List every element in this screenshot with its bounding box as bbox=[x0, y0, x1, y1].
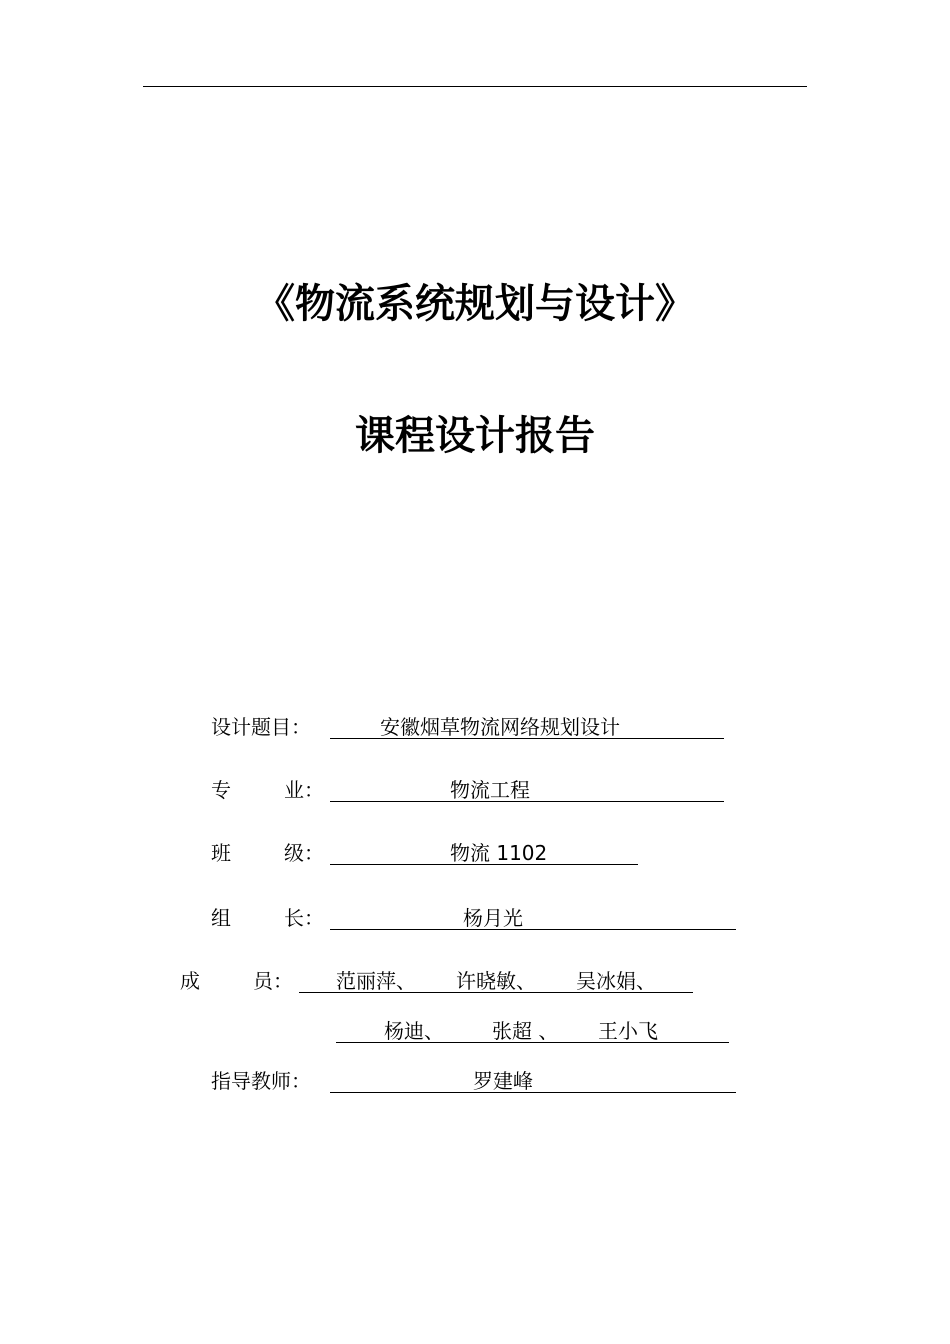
advisor-value: 罗建峰 bbox=[473, 1069, 533, 1093]
member-name: 王小飞 bbox=[598, 1019, 658, 1043]
members-label-char2: 员： bbox=[253, 969, 293, 993]
class-label-char1: 班 bbox=[211, 841, 231, 865]
topic-value: 安徽烟草物流网络规划设计 bbox=[380, 715, 620, 739]
member-name: 张超 、 bbox=[492, 1019, 559, 1043]
advisor-underline bbox=[330, 1092, 736, 1093]
advisor-label: 指导教师： bbox=[211, 1069, 311, 1093]
leader-value: 杨月光 bbox=[463, 906, 523, 930]
member-name: 杨迪、 bbox=[384, 1019, 444, 1043]
member-name: 许晓敏、 bbox=[456, 969, 536, 993]
major-label-char2: 业： bbox=[284, 778, 324, 802]
leader-underline bbox=[330, 929, 736, 930]
leader-label-char2: 长： bbox=[284, 906, 324, 930]
leader-label-char1: 组 bbox=[211, 906, 231, 930]
header-rule bbox=[143, 86, 807, 87]
course-title: 《物流系统规划与设计》 bbox=[255, 281, 695, 327]
report-title: 课程设计报告 bbox=[355, 413, 595, 459]
major-label-char1: 专 bbox=[211, 778, 231, 802]
major-value: 物流工程 bbox=[450, 778, 530, 802]
member-name: 吴冰娟、 bbox=[576, 969, 656, 993]
topic-label: 设计题目： bbox=[211, 715, 311, 739]
class-value: 物流 1102 bbox=[450, 841, 548, 865]
members-label-char1: 成 bbox=[180, 969, 200, 993]
class-label-char2: 级： bbox=[284, 841, 324, 865]
member-name: 范丽萍、 bbox=[336, 969, 416, 993]
